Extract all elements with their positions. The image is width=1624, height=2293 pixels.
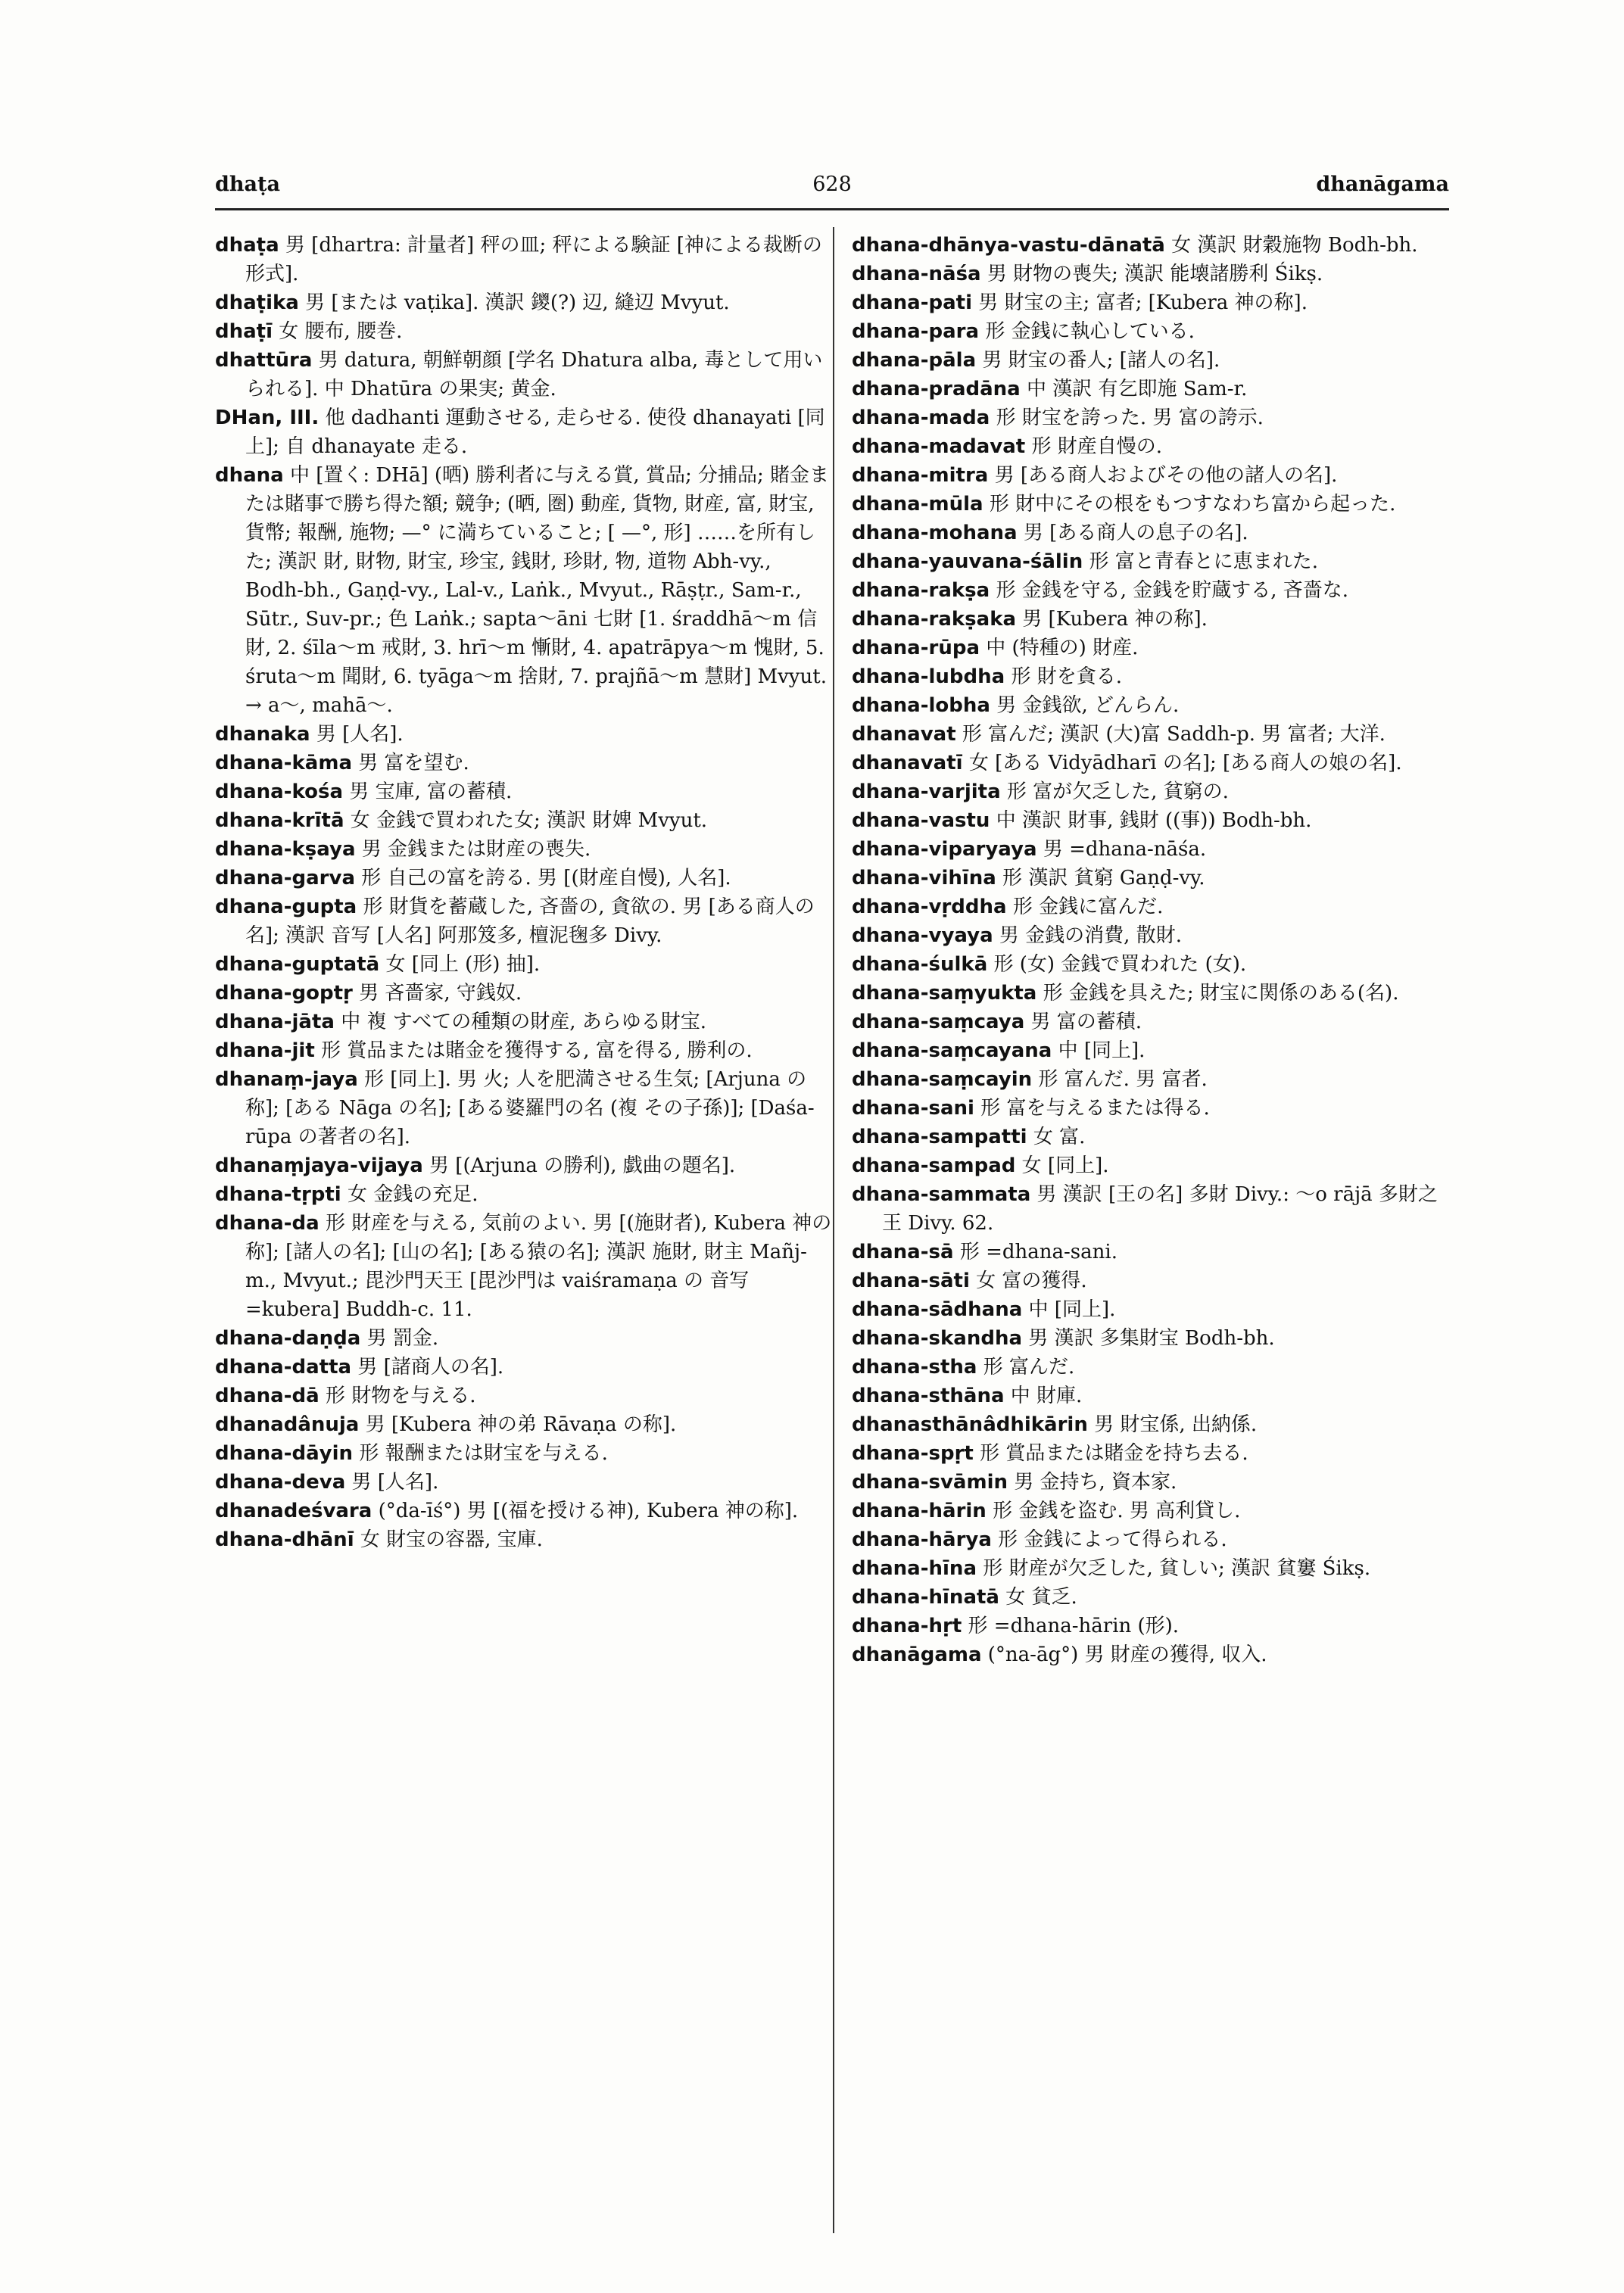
headword: dhana-vihīna — [852, 867, 996, 889]
headword: dhana-gupta — [215, 896, 357, 918]
dictionary-entry — [852, 1180, 1450, 1238]
definition: 女 富の獲得. — [976, 1270, 1087, 1292]
headword: dhanavat — [852, 723, 956, 746]
definition: 男 吝嗇家, 守銭奴. — [359, 982, 522, 1005]
definition: 中 (特種の) 財産. — [986, 637, 1139, 659]
dictionary-entry — [215, 1525, 832, 1554]
dictionary-entry — [852, 1065, 1450, 1094]
definition: 男 金銭または財産の喪失. — [361, 838, 591, 861]
headword: dhana-stha — [852, 1356, 977, 1379]
headword: dhanasthānâdhikārin — [852, 1413, 1088, 1436]
definition: 男 =dhana-nāśa. — [1043, 838, 1207, 861]
headword: dhana-saṃcayana — [852, 1039, 1052, 1062]
headword: dhana-hārin — [852, 1500, 987, 1522]
definition: 男 財宝係, 出納係. — [1094, 1413, 1258, 1436]
dictionary-entry — [852, 346, 1450, 375]
headword: dhana-spṛt — [852, 1442, 974, 1465]
dictionary-entry — [215, 1410, 832, 1439]
definition: 形 富んだ. — [983, 1356, 1075, 1379]
headword: dhana-hīna — [852, 1557, 977, 1580]
dictionary-entry — [215, 1353, 832, 1382]
definition: 男 [ある商人およびその他の諸人の名]. — [994, 464, 1338, 487]
definition: 形 =dhana-sani. — [959, 1241, 1117, 1263]
definition: 形 富んだ. 男 富者. — [1038, 1068, 1208, 1091]
dictionary-entry — [215, 1468, 832, 1497]
headword: dhana-vṛddha — [852, 896, 1007, 918]
dictionary-entry — [852, 1468, 1450, 1497]
headword: dhana-kāma — [215, 752, 352, 774]
headword: dhanaka — [215, 723, 310, 746]
headword: dhana-lubdha — [852, 665, 1005, 688]
headword: dhana-rakṣa — [852, 579, 990, 602]
definition: 形 (女) 金銭で買われた (女). — [993, 953, 1247, 976]
definition: 女 財宝の容器, 宝庫. — [360, 1528, 543, 1551]
headword: dhaṭika — [215, 291, 299, 314]
definition: 女 金銭の充足. — [347, 1183, 478, 1206]
definition: 女 [ある Vidyādharī の名]; [ある商人の娘の名]. — [968, 752, 1402, 774]
definition: 男 富の蓄積. — [1030, 1011, 1142, 1033]
dictionary-entry — [215, 1036, 832, 1065]
dictionary-entry — [852, 1612, 1450, 1640]
definition: 形 財産が欠乏した, 貧しい; 漢訳 貧窶 Śikṣ. — [983, 1557, 1371, 1580]
definition: 形 金銭を盗む. 男 高利貸し. — [993, 1500, 1241, 1522]
definition: 形 金銭に富んだ. — [1012, 896, 1164, 918]
headword: dhana-saṃcayin — [852, 1068, 1033, 1091]
header-rule — [215, 208, 1449, 210]
definition: 男 金銭の消費, 散財. — [999, 924, 1182, 947]
dictionary-entry — [215, 288, 832, 317]
dictionary-entry — [852, 1382, 1450, 1410]
right-column — [852, 231, 1450, 1669]
dictionary-entry — [852, 1036, 1450, 1065]
headword: dhana-dāyin — [215, 1442, 354, 1465]
headword: dhana-sammata — [852, 1183, 1031, 1206]
headword: dhana-yauvana-śālin — [852, 550, 1083, 573]
headword: dhana-sampad — [852, 1154, 1016, 1177]
headword: dhana-dā — [215, 1385, 320, 1407]
dictionary-entry — [852, 921, 1450, 950]
definition: 男 [dhartra: 計量者] 秤の皿; 秤による験証 [神による裁断の形式]. — [245, 234, 822, 285]
dictionary-entry — [215, 950, 832, 979]
dictionary-entry — [852, 1410, 1450, 1439]
definition: 男 [人名]. — [351, 1471, 439, 1494]
dictionary-entry — [215, 1497, 832, 1525]
dictionary-entry — [852, 231, 1450, 260]
dictionary-entry — [852, 662, 1450, 691]
definition: 形 自己の富を誇る. 男 [(財産自慢), 人名]. — [361, 867, 731, 889]
dictionary-entry — [852, 835, 1450, 864]
definition: 女 [同上]. — [1021, 1154, 1109, 1177]
headword: dhanadânuja — [215, 1413, 360, 1436]
headword: dhana-varjita — [852, 780, 1001, 803]
definition: 男 富を望む. — [358, 752, 469, 774]
dictionary-entry — [215, 749, 832, 777]
definition: 女 [同上 (形) 抽]. — [385, 953, 541, 976]
dictionary-entry — [215, 403, 832, 461]
definition: 形 財中にその根をもつすなわち富から起った. — [989, 493, 1396, 516]
headword: dhana-sampatti — [852, 1126, 1027, 1148]
dictionary-entry — [852, 1324, 1450, 1353]
headword: dhana-da — [215, 1212, 320, 1235]
headword: dhana-rūpa — [852, 637, 980, 659]
definition: 男 財宝の番人; [諸人の名]. — [982, 349, 1220, 372]
dictionary-entry — [852, 1583, 1450, 1612]
headword: dhana-hīnatā — [852, 1586, 999, 1609]
headword: dhana-jit — [215, 1039, 315, 1062]
headword: dhana-kośa — [215, 780, 343, 803]
headword: dhana-rakṣaka — [852, 608, 1017, 631]
running-head-right: dhanāgama — [1316, 173, 1449, 196]
dictionary-entry — [852, 950, 1450, 979]
dictionary-entry — [852, 1525, 1450, 1554]
dictionary-entry — [852, 1640, 1450, 1669]
definition: 形 [同上]. 男 火; 人を肥満させる生気; [Arjuna の称]; [ある Nāga の名]; [ある婆羅門の名 (複 その子孫)]; [Daśa-rūpa の著者の名]. — [245, 1068, 815, 1148]
headword: dhana-mada — [852, 407, 990, 429]
dictionary-entry — [215, 979, 832, 1008]
definition: 形 富が欠乏した, 貧窮の. — [1006, 780, 1229, 803]
dictionary-entry — [215, 346, 832, 403]
headword: dhattūra — [215, 349, 313, 372]
headword: dhana-daṇḍa — [215, 1327, 361, 1350]
definition: 中 複 すべての種類の財産, あらゆる財宝. — [341, 1011, 707, 1033]
headword: dhanaṃjaya-vijaya — [215, 1154, 423, 1177]
definition: 中 財庫. — [1010, 1385, 1083, 1407]
dictionary-entry — [215, 1324, 832, 1353]
headword: dhana-pāla — [852, 349, 977, 372]
headword: dhanavatī — [852, 752, 963, 774]
headword: dhanāgama — [852, 1643, 982, 1666]
dictionary-entry — [852, 720, 1450, 749]
definition: 形 財産自慢の. — [1031, 435, 1163, 458]
dictionary-entry — [852, 1151, 1450, 1180]
dictionary-entry — [852, 1439, 1450, 1468]
dictionary-entry — [215, 1439, 832, 1468]
definition: 形 財産を与える, 気前のよい. 男 [(施財者), Kubera 神の称]; [諸人の名]; [山の名]; [ある猿の名]; 漢訳 施財, 財主 Mañj-m., Mvyut.; 毘沙門天王 [毘沙門は vaiśramaṇa の 音写 =kubera] Buddh-c. 11. — [245, 1212, 832, 1321]
dictionary-entry — [852, 375, 1450, 403]
dictionary-entry — [215, 720, 832, 749]
definition: 形 =dhana-hārin (形). — [968, 1615, 1180, 1637]
definition: 形 金銭によって得られる. — [998, 1528, 1227, 1551]
definition: 形 財を貪る. — [1011, 665, 1123, 688]
headword: dhana-mitra — [852, 464, 989, 487]
headword: dhana-datta — [215, 1356, 352, 1379]
dictionary-entry — [852, 288, 1450, 317]
dictionary-entry — [852, 547, 1450, 576]
definition: 中 [同上]. — [1058, 1039, 1146, 1062]
headword: dhaṭa — [215, 234, 279, 257]
dictionary-entry — [215, 835, 832, 864]
definition: (°da-īś°) 男 [(福を授ける神), Kubera 神の称]. — [378, 1500, 799, 1522]
definition: 男 [Kubera 神の称]. — [1022, 608, 1208, 631]
headword: dhana-para — [852, 320, 980, 343]
definition: 中 [置く: DHā] (晒) 勝利者に与える賞, 賞品; 分捕品; 賭金または賭事で勝ち得た額; 競争; (晒, 圏) 動産, 貨物, 財産, 富, 財宝, 貨幣; 報酬, 施物; —° に満ちていること; [ —°, 形] ……を所有した; 漢訳 財, 財物, 財宝, 珍宝, 銭財, 珍財, 物, 道物 Abh-vy., Bodh-bh., Gaṇḍ-vy., Lal-v., Laṅk., Mvyut., Rāṣṭr., Sam-r., Sūtr., Suv-pr.; 色 Laṅk.; sapta～āni 七財 [1. śraddhā～m 信財, 2. śīla～m 戒財, 3. hrī～m 慚財, 4. apatrāpya～m 愧財, 5. śruta～m 聞財, 6. tyāga～m 捨財, 7. prajñā～m 慧財] Mvyut. → a～, mahā～. — [245, 464, 829, 717]
definition: 形 金銭を守る, 金銭を貯蔵する, 吝嗇な. — [996, 579, 1349, 602]
definition: 男 [ある商人の息子の名]. — [1023, 522, 1248, 544]
dictionary-entry — [852, 605, 1450, 634]
headword: dhana-nāśa — [852, 263, 981, 285]
dictionary-entry — [852, 1008, 1450, 1036]
definition: 女 腰布, 腰巻. — [279, 320, 403, 343]
headword: dhana — [215, 464, 284, 487]
definition: 女 富. — [1033, 1126, 1086, 1148]
dictionary-entry — [852, 979, 1450, 1008]
page-number: 628 — [812, 173, 852, 196]
headword: dhana-guptatā — [215, 953, 380, 976]
headword: dhana-pradāna — [852, 378, 1021, 400]
dictionary-entry — [215, 1209, 832, 1324]
definition: 中 漢訳 財事, 銭財 ((事)) Bodh-bh. — [996, 809, 1312, 832]
definition: 男 金持ち, 資本家. — [1014, 1471, 1177, 1494]
headword: DHan, III. — [215, 407, 320, 429]
definition: 男 宝庫, 富の蓄積. — [349, 780, 513, 803]
dictionary-entry — [215, 1008, 832, 1036]
definition: 男 [人名]. — [316, 723, 404, 746]
dictionary-entry — [215, 893, 832, 950]
headword: dhanaṃ-jaya — [215, 1068, 358, 1091]
definition: 形 財物を与える. — [325, 1385, 476, 1407]
dictionary-entry — [215, 1065, 832, 1151]
definition: 形 財貨を蓄蔵した, 吝嗇の, 貪欲の. 男 [ある商人の名]; 漢訳 音写 [人名] 阿那笈多, 檀泥毱多 Divy. — [245, 896, 815, 947]
dictionary-entry — [215, 461, 832, 720]
headword: dhana-jāta — [215, 1011, 335, 1033]
dictionary-entry — [852, 490, 1450, 519]
headword: dhana-madavat — [852, 435, 1026, 458]
headword: dhana-skandha — [852, 1327, 1022, 1350]
definition: 形 富と青春とに恵まれた. — [1089, 550, 1319, 573]
definition: 男 [(Arjuna の勝利), 戯曲の題名]. — [429, 1154, 736, 1177]
definition: 男 datura, 朝鮮朝顔 [学名 Dhatura alba, 毒として用いられる]. 中 Dhatūra の果実; 黄金. — [245, 349, 823, 400]
definition: 男 財物の喪失; 漢訳 能壊諸勝利 Śikṣ. — [987, 263, 1323, 285]
headword: dhana-vyaya — [852, 924, 993, 947]
dictionary-entry — [852, 777, 1450, 806]
left-column — [215, 231, 832, 1554]
headword: dhana-svāmin — [852, 1471, 1008, 1494]
dictionary-entry — [852, 519, 1450, 547]
definition: 他 dadhanti 運動させる, 走らせる. 使役 dhanayati [同上]; 自 dhanayate 走る. — [245, 407, 825, 458]
headword: dhana-śulkā — [852, 953, 988, 976]
headword: dhana-dhānī — [215, 1528, 354, 1551]
dictionary-entry — [215, 1382, 832, 1410]
dictionary-entry — [852, 1554, 1450, 1583]
dictionary-entry — [852, 260, 1450, 288]
headword: dhana-deva — [215, 1471, 346, 1494]
dictionary-entry — [852, 432, 1450, 461]
headword: dhana-saṃyukta — [852, 982, 1037, 1005]
dictionary-entry — [215, 1180, 832, 1209]
headword: dhanadeśvara — [215, 1500, 372, 1522]
definition: 形 富を与えるまたは得る. — [980, 1097, 1210, 1120]
definition: 形 賞品または賭金を獲得する, 富を得る, 勝利の. — [321, 1039, 753, 1062]
dictionary-entry — [852, 1123, 1450, 1151]
definition: 男 罰金. — [366, 1327, 439, 1350]
headword: dhana-viparyaya — [852, 838, 1037, 861]
dictionary-entry — [852, 461, 1450, 490]
headword: dhana-sāti — [852, 1270, 970, 1292]
headword: dhana-sani — [852, 1097, 974, 1120]
dictionary-entry — [852, 634, 1450, 662]
definition: 男 [Kubera 神の弟 Rāvaṇa の称]. — [365, 1413, 677, 1436]
headword: dhana-mūla — [852, 493, 983, 516]
dictionary-entry — [215, 317, 832, 346]
definition: 男 金銭欲, どんらん. — [996, 694, 1180, 717]
definition: (°na-āg°) 男 財産の獲得, 収入. — [987, 1643, 1267, 1666]
definition: 男 財宝の主; 富者; [Kubera 神の称]. — [978, 291, 1308, 314]
dictionary-entry — [852, 317, 1450, 346]
running-head-left: dhaṭa — [215, 173, 280, 196]
dictionary-entry — [852, 1094, 1450, 1123]
dictionary-entry — [215, 231, 832, 288]
dictionary-entry — [215, 777, 832, 806]
dictionary-entry — [852, 691, 1450, 720]
definition: 形 財宝を誇った. 男 富の誇示. — [996, 407, 1264, 429]
dictionary-entry — [852, 1238, 1450, 1266]
dictionary-entry — [852, 864, 1450, 893]
definition: 形 金銭に執心している. — [985, 320, 1195, 343]
definition: 形 富んだ; 漢訳 (大)富 Saddh-p. 男 富者; 大洋. — [962, 723, 1386, 746]
definition: 男 漢訳 多集財宝 Bodh-bh. — [1028, 1327, 1275, 1350]
headword: dhana-sā — [852, 1241, 954, 1263]
dictionary-entry — [215, 806, 832, 835]
definition: 女 貧乏. — [1005, 1586, 1077, 1609]
dictionary-entry — [852, 576, 1450, 605]
dictionary-entry — [852, 749, 1450, 777]
headword: dhana-dhānya-vastu-dānatā — [852, 234, 1165, 257]
definition: 男 [諸商人の名]. — [357, 1356, 504, 1379]
headword: dhana-pati — [852, 291, 973, 314]
headword: dhana-sādhana — [852, 1298, 1023, 1321]
column-divider — [833, 227, 834, 2233]
dictionary-entry — [852, 1266, 1450, 1295]
headword: dhana-hārya — [852, 1528, 992, 1551]
definition: 女 金銭で買われた女; 漢訳 財婢 Mvyut. — [350, 809, 708, 832]
definition: 形 報酬または財宝を与える. — [359, 1442, 608, 1465]
definition: 形 漢訳 貧窮 Gaṇḍ-vy. — [1002, 867, 1205, 889]
dictionary-entry — [852, 1497, 1450, 1525]
definition: 中 [同上]. — [1028, 1298, 1116, 1321]
dictionary-entry — [852, 403, 1450, 432]
definition: 中 漢訳 有乞即施 Sam-r. — [1026, 378, 1248, 400]
definition: 形 金銭を具えた; 財宝に関係のある(名). — [1043, 982, 1399, 1005]
headword: dhana-vastu — [852, 809, 990, 832]
dictionary-entry — [852, 1295, 1450, 1324]
definition: 女 漢訳 財穀施物 Bodh-bh. — [1171, 234, 1418, 257]
definition: 男 漢訳 [王の名] 多財 Divy.: ～o rājā 多財之王 Divy. 62. — [882, 1183, 1438, 1235]
dictionary-entry — [852, 893, 1450, 921]
headword: dhana-hṛt — [852, 1615, 962, 1637]
headword: dhana-tṛpti — [215, 1183, 341, 1206]
headword: dhaṭī — [215, 320, 273, 343]
headword: dhana-sthāna — [852, 1385, 1005, 1407]
page-header — [215, 173, 1449, 203]
dictionary-entry — [215, 864, 832, 893]
dictionary-entry — [215, 1151, 832, 1180]
headword: dhana-lobha — [852, 694, 990, 717]
headword: dhana-kṣaya — [215, 838, 356, 861]
dictionary-entry — [852, 1353, 1450, 1382]
headword: dhana-mohana — [852, 522, 1018, 544]
headword: dhana-goptṛ — [215, 982, 353, 1005]
definition: 男 [または vaṭika]. 漢訳 鑁(?) 辺, 縫辺 Mvyut. — [305, 291, 730, 314]
headword: dhana-saṃcaya — [852, 1011, 1025, 1033]
definition: 形 賞品または賭金を持ち去る. — [980, 1442, 1248, 1465]
headword: dhana-garva — [215, 867, 355, 889]
headword: dhana-krītā — [215, 809, 344, 832]
dictionary-entry — [852, 806, 1450, 835]
